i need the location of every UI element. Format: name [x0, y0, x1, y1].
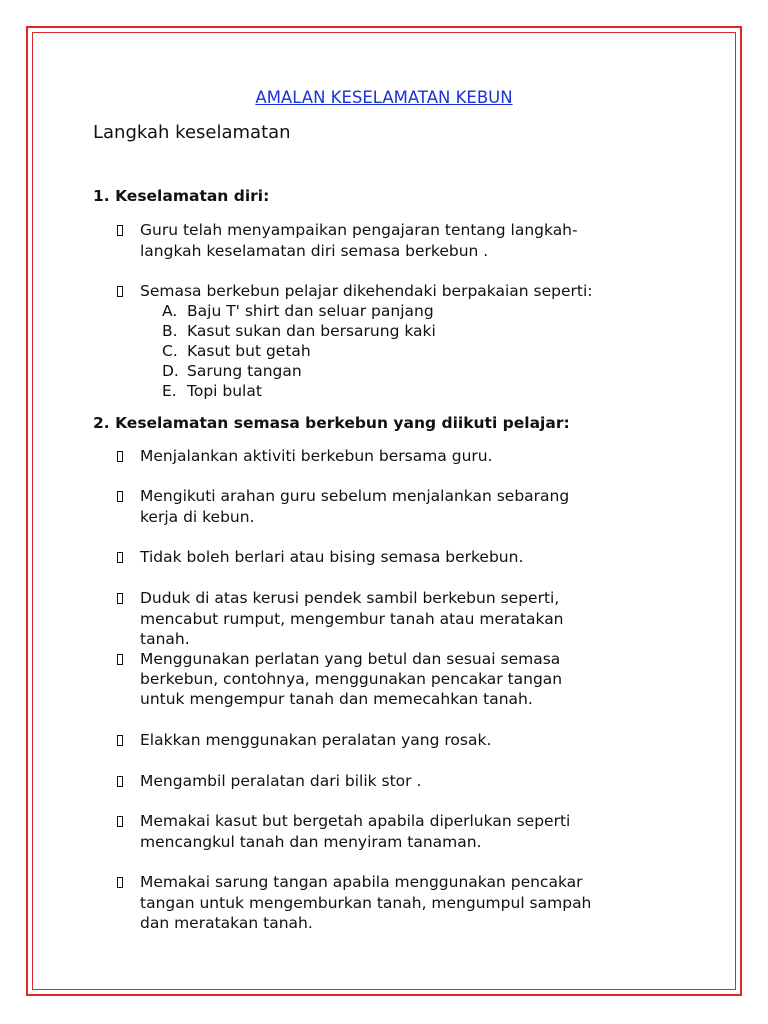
bullet-icon	[117, 286, 123, 301]
bullet-icon	[117, 593, 123, 608]
bullet-icon	[117, 816, 123, 831]
subtitle: Langkah keselamatan	[93, 122, 291, 143]
bullet-icon	[117, 451, 123, 466]
list-item-continuation: langkah keselamatan diri semasa berkebun .	[140, 242, 489, 260]
document-title: AMALAN KESELAMATAN KEBUN	[255, 88, 513, 107]
item-text: Topi bulat	[187, 382, 262, 400]
bullet-icon	[117, 776, 123, 791]
item-text: Baju T' shirt dan seluar panjang	[187, 302, 434, 320]
item-letter: C.	[162, 342, 178, 360]
list-item-continuation: dan meratakan tanah.	[140, 914, 313, 932]
item-letter: B.	[162, 322, 178, 340]
list-item: Elakkan menggunakan peralatan yang rosak.	[140, 731, 492, 749]
list-item-continuation: mencangkul tanah dan menyiram tanaman.	[140, 833, 482, 851]
list-item: Menjalankan aktiviti berkebun bersama guru.	[140, 447, 493, 465]
bullet-icon	[117, 225, 123, 240]
item-text: Kasut sukan dan bersarung kaki	[187, 322, 436, 340]
item-text: Kasut but getah	[187, 342, 311, 360]
list-item: Menggunakan perlatan yang betul dan sesuai semasa	[140, 650, 561, 668]
list-item-continuation: mencabut rumput, mengembur tanah atau meratakan	[140, 610, 564, 628]
list-item: Semasa berkebun pelajar dikehendaki berpakaian seperti:	[140, 282, 593, 300]
item-letter: D.	[162, 362, 179, 380]
list-item: Mengambil peralatan dari bilik stor .	[140, 772, 422, 790]
item-text: Sarung tangan	[187, 362, 302, 380]
list-item-continuation: untuk mengempur tanah dan memecahkan tanah.	[140, 690, 533, 708]
item-letter: A.	[162, 302, 178, 320]
list-item: Duduk di atas kerusi pendek sambil berkebun seperti,	[140, 589, 560, 607]
item-letter: E.	[162, 382, 177, 400]
section-2-heading: 2. Keselamatan semasa berkebun yang diikuti pelajar:	[93, 414, 570, 432]
list-item: Memakai kasut but bergetah apabila diperlukan seperti	[140, 812, 571, 830]
bullet-icon	[117, 654, 123, 669]
list-item-continuation: tanah.	[140, 630, 190, 648]
list-item: Mengikuti arahan guru sebelum menjalankan sebarang	[140, 487, 570, 505]
bullet-icon	[117, 552, 123, 567]
bullet-icon	[117, 735, 123, 750]
list-item-continuation: kerja di kebun.	[140, 508, 255, 526]
bullet-icon	[117, 877, 123, 892]
list-item: Guru telah menyampaikan pengajaran tentang langkah-	[140, 221, 578, 239]
section-1-heading: 1. Keselamatan diri:	[93, 187, 270, 205]
list-item: Memakai sarung tangan apabila menggunakan pencakar	[140, 873, 583, 891]
list-item-continuation: tangan untuk mengemburkan tanah, mengumpul sampah	[140, 894, 592, 912]
list-item: Tidak boleh berlari atau bising semasa berkebun.	[140, 548, 524, 566]
list-item-continuation: berkebun, contohnya, menggunakan pencakar tangan	[140, 670, 563, 688]
bullet-icon	[117, 491, 123, 506]
